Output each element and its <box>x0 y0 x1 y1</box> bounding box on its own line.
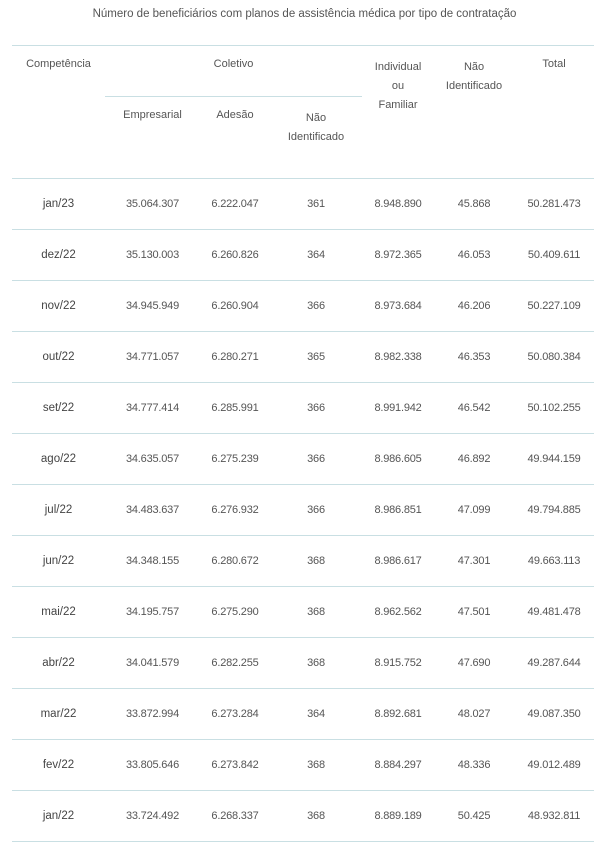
cell-nao-identificado: 46.353 <box>434 332 514 383</box>
cell-adesao: 6.260.826 <box>200 230 270 281</box>
cell-nao-identificado-coletivo: 364 <box>270 230 362 281</box>
cell-nao-identificado: 46.542 <box>434 383 514 434</box>
table-row <box>12 638 594 689</box>
cell-individual: 8.972.365 <box>362 230 434 281</box>
cell-total: 50.102.255 <box>514 383 594 434</box>
cell-empresarial: 34.195.757 <box>105 587 200 638</box>
header-empresarial: Empresarial <box>123 109 182 121</box>
cell-adesao: 6.275.239 <box>200 434 270 485</box>
cell-individual: 8.948.890 <box>362 179 434 230</box>
cell-total: 49.481.478 <box>514 587 594 638</box>
cell-adesao: 6.276.932 <box>200 485 270 536</box>
cell-competencia: mai/22 <box>12 587 105 638</box>
cell-adesao: 6.282.255 <box>200 638 270 689</box>
cell-nao-identificado: 48.027 <box>434 689 514 740</box>
cell-nao-identificado-coletivo: 365 <box>270 332 362 383</box>
cell-nao-identificado: 46.206 <box>434 281 514 332</box>
cell-competencia: fev/22 <box>12 740 105 791</box>
table-caption: Número de beneficiários com planos de assistência médica por tipo de contratação <box>92 8 517 20</box>
cell-empresarial: 34.945.949 <box>105 281 200 332</box>
table-row <box>12 281 594 332</box>
cell-individual: 8.991.942 <box>362 383 434 434</box>
table-row <box>12 689 594 740</box>
header-total: Total <box>514 46 594 179</box>
table-row <box>12 434 594 485</box>
cell-competencia: jan/22 <box>12 791 105 842</box>
header-nao-identificado-line2: Identificado <box>445 80 503 92</box>
cell-nao-identificado-coletivo: 364 <box>270 689 362 740</box>
cell-empresarial: 34.041.579 <box>105 638 200 689</box>
header-nao-identificado-line1: Não <box>463 61 485 73</box>
header-nao-identificado-coletivo-line2: Identificado <box>287 131 345 143</box>
cell-adesao: 6.275.290 <box>200 587 270 638</box>
cell-total: 50.080.384 <box>514 332 594 383</box>
cell-nao-identificado-coletivo: 368 <box>270 740 362 791</box>
header-individual-line1: Individual <box>374 61 422 73</box>
table-row <box>12 485 594 536</box>
table-row <box>12 740 594 791</box>
cell-competencia: dez/22 <box>12 230 105 281</box>
cell-empresarial: 34.771.057 <box>105 332 200 383</box>
cell-nao-identificado-coletivo: 368 <box>270 536 362 587</box>
cell-adesao: 6.280.271 <box>200 332 270 383</box>
cell-nao-identificado: 47.501 <box>434 587 514 638</box>
cell-adesao: 6.273.842 <box>200 740 270 791</box>
cell-empresarial: 34.348.155 <box>105 536 200 587</box>
cell-competencia: abr/22 <box>12 638 105 689</box>
cell-nao-identificado: 50.425 <box>434 791 514 842</box>
cell-individual: 8.982.338 <box>362 332 434 383</box>
cell-total: 50.409.611 <box>514 230 594 281</box>
table-header <box>12 46 594 179</box>
cell-nao-identificado-coletivo: 366 <box>270 485 362 536</box>
cell-total: 49.663.113 <box>514 536 594 587</box>
header-individual-line2: ou <box>391 80 405 92</box>
header-individual-line3: Familiar <box>378 99 418 111</box>
cell-individual: 8.986.605 <box>362 434 434 485</box>
cell-individual: 8.973.684 <box>362 281 434 332</box>
cell-competencia: out/22 <box>12 332 105 383</box>
cell-individual: 8.962.562 <box>362 587 434 638</box>
cell-competencia: set/22 <box>12 383 105 434</box>
cell-individual: 8.986.617 <box>362 536 434 587</box>
table-row <box>12 230 594 281</box>
cell-empresarial: 34.777.414 <box>105 383 200 434</box>
cell-empresarial: 33.872.994 <box>105 689 200 740</box>
cell-adesao: 6.268.337 <box>200 791 270 842</box>
cell-individual: 8.889.189 <box>362 791 434 842</box>
cell-nao-identificado: 46.053 <box>434 230 514 281</box>
header-nao-identificado-coletivo <box>270 97 362 179</box>
cell-nao-identificado-coletivo: 366 <box>270 434 362 485</box>
cell-total: 49.087.350 <box>514 689 594 740</box>
table-row <box>12 179 594 230</box>
cell-individual: 8.986.851 <box>362 485 434 536</box>
cell-empresarial: 34.635.057 <box>105 434 200 485</box>
cell-empresarial: 35.064.307 <box>105 179 200 230</box>
cell-adesao: 6.280.672 <box>200 536 270 587</box>
cell-total: 50.281.473 <box>514 179 594 230</box>
cell-total: 49.944.159 <box>514 434 594 485</box>
cell-adesao: 6.273.284 <box>200 689 270 740</box>
cell-total: 49.794.885 <box>514 485 594 536</box>
cell-total: 50.227.109 <box>514 281 594 332</box>
cell-nao-identificado-coletivo: 368 <box>270 638 362 689</box>
table-body <box>12 179 594 842</box>
cell-nao-identificado-coletivo: 368 <box>270 587 362 638</box>
cell-nao-identificado: 46.892 <box>434 434 514 485</box>
cell-competencia: jul/22 <box>12 485 105 536</box>
cell-nao-identificado: 47.301 <box>434 536 514 587</box>
cell-total: 49.012.489 <box>514 740 594 791</box>
cell-empresarial: 35.130.003 <box>105 230 200 281</box>
cell-nao-identificado: 48.336 <box>434 740 514 791</box>
cell-nao-identificado-coletivo: 366 <box>270 281 362 332</box>
cell-individual: 8.915.752 <box>362 638 434 689</box>
table-row <box>12 536 594 587</box>
cell-individual: 8.884.297 <box>362 740 434 791</box>
cell-competencia: mar/22 <box>12 689 105 740</box>
cell-nao-identificado-coletivo: 366 <box>270 383 362 434</box>
header-nao-identificado <box>434 46 514 179</box>
cell-competencia: ago/22 <box>12 434 105 485</box>
cell-nao-identificado: 45.868 <box>434 179 514 230</box>
cell-empresarial: 33.805.646 <box>105 740 200 791</box>
cell-nao-identificado: 47.099 <box>434 485 514 536</box>
table-row <box>12 383 594 434</box>
cell-nao-identificado-coletivo: 361 <box>270 179 362 230</box>
cell-competencia: nov/22 <box>12 281 105 332</box>
table-row <box>12 587 594 638</box>
table-row <box>12 332 594 383</box>
cell-adesao: 6.285.991 <box>200 383 270 434</box>
cell-total: 49.287.644 <box>514 638 594 689</box>
cell-adesao: 6.260.904 <box>200 281 270 332</box>
cell-empresarial: 33.724.492 <box>105 791 200 842</box>
header-nao-identificado-coletivo-line1: Não <box>305 112 327 124</box>
header-adesao: Adesão <box>216 109 254 121</box>
header-competencia: Competência <box>12 46 105 179</box>
cell-competencia: jun/22 <box>12 536 105 587</box>
cell-nao-identificado-coletivo: 368 <box>270 791 362 842</box>
table-row <box>12 791 594 842</box>
header-individual-ou-familiar <box>362 46 434 179</box>
beneficiaries-table <box>12 45 594 842</box>
cell-nao-identificado: 47.690 <box>434 638 514 689</box>
cell-adesao: 6.222.047 <box>200 179 270 230</box>
header-coletivo: Coletivo <box>105 46 362 97</box>
cell-total: 48.932.811 <box>514 791 594 842</box>
cell-individual: 8.892.681 <box>362 689 434 740</box>
cell-empresarial: 34.483.637 <box>105 485 200 536</box>
cell-competencia: jan/23 <box>12 179 105 230</box>
